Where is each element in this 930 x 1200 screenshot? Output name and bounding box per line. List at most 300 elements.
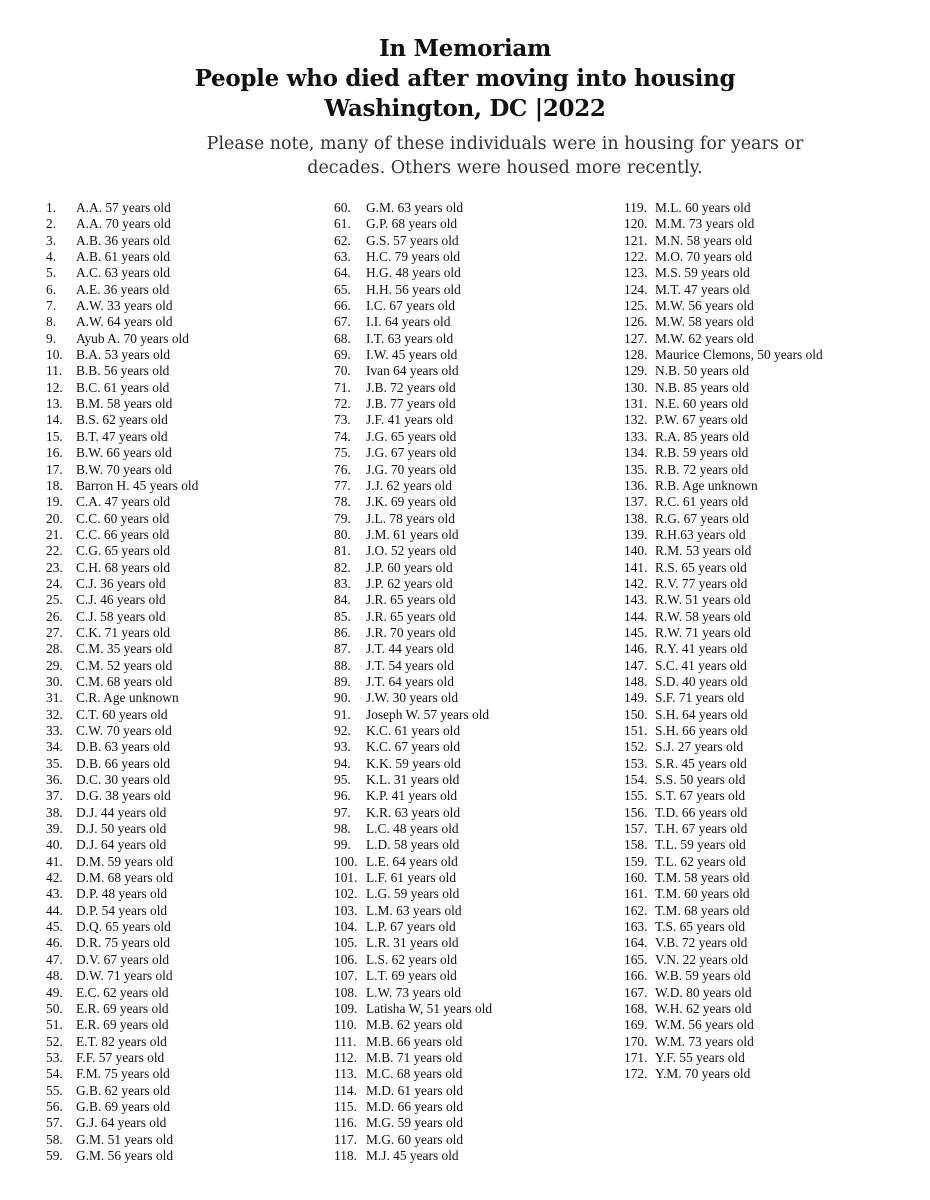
list-item-text: B.A. 53 years old bbox=[76, 347, 171, 363]
list-item bbox=[624, 462, 823, 478]
list-item-text: D.V. 67 years old bbox=[76, 951, 170, 967]
list-item-text: S.J. 27 years old bbox=[655, 739, 744, 755]
list-item-text: N.B. 85 years old bbox=[655, 379, 750, 395]
list-item-text: N.B. 50 years old bbox=[655, 363, 750, 379]
list-item-number: 169. bbox=[624, 1017, 648, 1033]
list-item bbox=[46, 690, 198, 706]
list-item-text: Y.M. 70 years old bbox=[655, 1066, 751, 1082]
list-item bbox=[334, 1034, 492, 1050]
list-item bbox=[46, 592, 198, 608]
list-item-number: 34. bbox=[46, 739, 63, 755]
list-item-number: 158. bbox=[624, 837, 648, 853]
list-item-number: 93. bbox=[334, 739, 351, 755]
list-item-text: Joseph W. 57 years old bbox=[366, 706, 490, 722]
list-item-number: 35. bbox=[46, 755, 63, 771]
list-item-number: 84. bbox=[334, 592, 351, 608]
list-item-text: R.C. 61 years old bbox=[655, 494, 749, 510]
list-item-text: C.M. 35 years old bbox=[76, 641, 173, 657]
list-item-number: 140. bbox=[624, 543, 648, 559]
list-item-number: 108. bbox=[334, 984, 358, 1000]
list-item-text: C.H. 68 years old bbox=[76, 559, 171, 575]
list-item-text: J.B. 77 years old bbox=[366, 396, 456, 412]
list-item bbox=[624, 707, 823, 723]
list-item bbox=[46, 1132, 198, 1148]
list-item-text: G.S. 57 years old bbox=[366, 232, 459, 248]
list-item-number: 162. bbox=[624, 902, 648, 918]
note-text bbox=[0, 132, 930, 180]
list-item-number: 120. bbox=[624, 216, 648, 232]
list-item-text: D.P. 48 years old bbox=[76, 886, 168, 902]
list-item-number: 123. bbox=[624, 265, 648, 281]
list-item-text: A.B. 36 years old bbox=[76, 232, 171, 248]
list-item bbox=[624, 494, 823, 510]
list-item bbox=[334, 837, 492, 853]
list-item-text: M.M. 73 years old bbox=[655, 216, 755, 232]
list-item-text: L.M. 63 years old bbox=[366, 902, 462, 918]
list-item-number: 72. bbox=[334, 396, 351, 412]
list-item bbox=[334, 576, 492, 592]
list-item bbox=[334, 985, 492, 1001]
list-item-number: 37. bbox=[46, 788, 63, 804]
list-item bbox=[334, 1148, 492, 1164]
list-item-number: 54. bbox=[46, 1066, 63, 1082]
list-item bbox=[46, 854, 198, 870]
list-item bbox=[624, 331, 823, 347]
list-item bbox=[46, 1099, 198, 1115]
list-item bbox=[334, 331, 492, 347]
list-item-text: R.B. Age unknown bbox=[655, 477, 758, 493]
list-item bbox=[624, 363, 823, 379]
list-item-text: K.K. 59 years old bbox=[366, 755, 461, 771]
list-item-text: J.T. 54 years old bbox=[366, 657, 454, 673]
list-item-text: L.G. 59 years old bbox=[366, 886, 460, 902]
list-item bbox=[334, 592, 492, 608]
list-item-number: 116. bbox=[334, 1115, 357, 1131]
list-item-number: 14. bbox=[46, 412, 63, 428]
list-item-number: 52. bbox=[46, 1033, 63, 1049]
list-item-number: 81. bbox=[334, 543, 351, 559]
list-item-number: 168. bbox=[624, 1000, 648, 1016]
list-item-number: 65. bbox=[334, 281, 351, 297]
list-item-number: 128. bbox=[624, 347, 648, 363]
list-item-text: A.W. 33 years old bbox=[76, 298, 173, 314]
list-item-number: 60. bbox=[334, 200, 351, 215]
list-item-text: L.S. 62 years old bbox=[366, 951, 458, 967]
list-item-number: 164. bbox=[624, 935, 648, 951]
list-item bbox=[624, 609, 823, 625]
list-item-text: G.M. 63 years old bbox=[366, 200, 464, 215]
list-item bbox=[46, 429, 198, 445]
list-item-number: 165. bbox=[624, 951, 648, 967]
list-item-text: D.J. 44 years old bbox=[76, 804, 167, 820]
list-item-text: B.M. 58 years old bbox=[76, 396, 173, 412]
list-item-number: 145. bbox=[624, 624, 648, 640]
list-item bbox=[46, 821, 198, 837]
list-item-number: 24. bbox=[46, 575, 63, 591]
list-item-text: M.G. 59 years old bbox=[366, 1115, 464, 1131]
list-item-number: 170. bbox=[624, 1033, 648, 1049]
list-item bbox=[624, 347, 823, 363]
list-item bbox=[624, 200, 823, 216]
list-item-number: 56. bbox=[46, 1098, 63, 1114]
list-item-number: 137. bbox=[624, 494, 648, 510]
list-item-text: M.B. 66 years old bbox=[366, 1033, 463, 1049]
list-item-number: 94. bbox=[334, 755, 351, 771]
list-item-text: J.R. 65 years old bbox=[366, 608, 456, 624]
list-item bbox=[624, 282, 823, 298]
list-item-text: D.J. 64 years old bbox=[76, 837, 167, 853]
list-item bbox=[624, 985, 823, 1001]
list-item-text: J.L. 78 years old bbox=[366, 510, 455, 526]
list-item-number: 78. bbox=[334, 494, 351, 510]
list-item-text: C.A. 47 years old bbox=[76, 494, 171, 510]
list-item-text: Maurice Clemons, 50 years old bbox=[655, 347, 823, 363]
list-item bbox=[334, 854, 492, 870]
list-item-number: 132. bbox=[624, 412, 648, 428]
list-item bbox=[46, 1050, 198, 1066]
list-item-number: 111. bbox=[334, 1033, 357, 1049]
list-item-text: W.M. 56 years old bbox=[655, 1017, 754, 1033]
list-item bbox=[46, 216, 198, 232]
list-item bbox=[334, 968, 492, 984]
list-item-text: R.V. 77 years old bbox=[655, 575, 748, 591]
list-item-number: 39. bbox=[46, 821, 63, 837]
list-item-number: 57. bbox=[46, 1115, 63, 1131]
list-item-text: C.R. Age unknown bbox=[76, 690, 179, 706]
list-item-number: 12. bbox=[46, 379, 63, 395]
list-item bbox=[334, 707, 492, 723]
list-item bbox=[46, 903, 198, 919]
list-item-number: 73. bbox=[334, 412, 351, 428]
list-item-number: 26. bbox=[46, 608, 63, 624]
list-item-text: W.M. 73 years old bbox=[655, 1033, 754, 1049]
list-item bbox=[624, 560, 823, 576]
list-item bbox=[624, 216, 823, 232]
list-item-text: J.G. 65 years old bbox=[366, 428, 457, 444]
list-item-text: S.H. 64 years old bbox=[655, 706, 748, 722]
list-item-number: 22. bbox=[46, 543, 63, 559]
list-item-number: 69. bbox=[334, 347, 351, 363]
list-item-number: 146. bbox=[624, 641, 648, 657]
list-item bbox=[46, 1017, 198, 1033]
list-item bbox=[334, 445, 492, 461]
list-item bbox=[334, 772, 492, 788]
list-item-text: D.W. 71 years old bbox=[76, 968, 173, 984]
list-item bbox=[334, 952, 492, 968]
list-item bbox=[334, 396, 492, 412]
list-item-number: 45. bbox=[46, 919, 63, 935]
list-item bbox=[334, 1001, 492, 1017]
list-item-number: 68. bbox=[334, 330, 351, 346]
list-item bbox=[624, 870, 823, 886]
list-item-number: 101. bbox=[334, 870, 358, 886]
list-item-text: J.K. 69 years old bbox=[366, 494, 457, 510]
list-item-text: Y.F. 55 years old bbox=[655, 1049, 745, 1065]
list-item-number: 31. bbox=[46, 690, 63, 706]
list-item-number: 15. bbox=[46, 428, 63, 444]
list-item-text: B.T. 47 years old bbox=[76, 428, 168, 444]
list-item-text: J.P. 60 years old bbox=[366, 559, 453, 575]
list-item bbox=[334, 641, 492, 657]
list-item bbox=[46, 314, 198, 330]
list-item-number: 70. bbox=[334, 363, 351, 379]
list-item-text: C.C. 60 years old bbox=[76, 510, 170, 526]
list-item bbox=[46, 919, 198, 935]
list-item-text: K.R. 63 years old bbox=[366, 804, 461, 820]
list-item bbox=[46, 576, 198, 592]
list-item-number: 115. bbox=[334, 1098, 357, 1114]
list-item-text: R.W. 51 years old bbox=[655, 592, 751, 608]
list-item-text: B.S. 62 years old bbox=[76, 412, 168, 428]
list-item bbox=[334, 543, 492, 559]
list-item-text: C.M. 68 years old bbox=[76, 673, 173, 689]
list-item-text: C.T. 60 years old bbox=[76, 706, 168, 722]
list-item-number: 61. bbox=[334, 216, 351, 232]
list-item-text: M.C. 68 years old bbox=[366, 1066, 463, 1082]
list-item-number: 159. bbox=[624, 853, 648, 869]
list-item-text: K.C. 61 years old bbox=[366, 723, 461, 738]
list-item-text: W.B. 59 years old bbox=[655, 968, 751, 984]
list-item bbox=[46, 1148, 198, 1164]
list-item-text: J.O. 52 years old bbox=[366, 543, 457, 559]
list-item-text: M.T. 47 years old bbox=[655, 281, 750, 297]
list-item-text: V.N. 22 years old bbox=[655, 951, 749, 967]
list-item-text: L.C. 48 years old bbox=[366, 821, 459, 837]
list-item-text: M.G. 60 years old bbox=[366, 1131, 464, 1147]
list-item-number: 36. bbox=[46, 772, 63, 788]
list-item-number: 97. bbox=[334, 804, 351, 820]
list-item-text: J.F. 41 years old bbox=[366, 412, 454, 428]
list-item-number: 109. bbox=[334, 1000, 358, 1016]
list-item-text: L.W. 73 years old bbox=[366, 984, 462, 1000]
list-item-text: B.W. 70 years old bbox=[76, 461, 172, 477]
list-item bbox=[334, 919, 492, 935]
list-item-number: 151. bbox=[624, 723, 648, 738]
list-item-text: M.J. 45 years old bbox=[366, 1147, 459, 1163]
list-item bbox=[334, 347, 492, 363]
list-item-number: 66. bbox=[334, 298, 351, 314]
list-item-text: C.J. 58 years old bbox=[76, 608, 166, 624]
list-item bbox=[46, 805, 198, 821]
list-item-number: 3. bbox=[46, 232, 57, 248]
list-item-number: 41. bbox=[46, 853, 63, 869]
list-item bbox=[46, 837, 198, 853]
list-item-text: J.B. 72 years old bbox=[366, 379, 456, 395]
list-item bbox=[334, 1066, 492, 1082]
list-item-number: 92. bbox=[334, 723, 351, 738]
title-block bbox=[0, 34, 930, 124]
list-item-number: 58. bbox=[46, 1131, 63, 1147]
list-item-text: L.D. 58 years old bbox=[366, 837, 460, 853]
list-item-number: 29. bbox=[46, 657, 63, 673]
list-item-number: 103. bbox=[334, 902, 358, 918]
list-item bbox=[334, 1017, 492, 1033]
list-item bbox=[624, 821, 823, 837]
list-item-text: I.W. 45 years old bbox=[366, 347, 458, 363]
list-item-number: 99. bbox=[334, 837, 351, 853]
list-item bbox=[46, 560, 198, 576]
list-item-number: 172. bbox=[624, 1066, 648, 1082]
list-item bbox=[334, 314, 492, 330]
list-item-number: 53. bbox=[46, 1049, 63, 1065]
list-item-text: J.M. 61 years old bbox=[366, 526, 459, 542]
list-item-number: 171. bbox=[624, 1049, 648, 1065]
list-item-number: 142. bbox=[624, 575, 648, 591]
list-item bbox=[334, 723, 492, 739]
list-item-text: M.L. 60 years old bbox=[655, 200, 751, 215]
list-item-text: I.I. 64 years old bbox=[366, 314, 451, 330]
list-item-number: 141. bbox=[624, 559, 648, 575]
list-item bbox=[334, 429, 492, 445]
list-item bbox=[624, 511, 823, 527]
list-item-number: 82. bbox=[334, 559, 351, 575]
list-item bbox=[46, 347, 198, 363]
list-item bbox=[46, 478, 198, 494]
list-item-text: D.M. 68 years old bbox=[76, 870, 174, 886]
list-item-number: 25. bbox=[46, 592, 63, 608]
list-item-text: M.B. 62 years old bbox=[366, 1017, 463, 1033]
list-item bbox=[334, 511, 492, 527]
list-item-number: 42. bbox=[46, 870, 63, 886]
list-item-number: 106. bbox=[334, 951, 358, 967]
list-item bbox=[624, 723, 823, 739]
list-item-number: 126. bbox=[624, 314, 648, 330]
list-item bbox=[334, 527, 492, 543]
list-item bbox=[624, 903, 823, 919]
list-item bbox=[46, 249, 198, 265]
list-item-number: 95. bbox=[334, 772, 351, 788]
list-item bbox=[334, 233, 492, 249]
list-item-text: J.G. 70 years old bbox=[366, 461, 457, 477]
list-item-text: C.K. 71 years old bbox=[76, 624, 171, 640]
list-item-text: J.R. 70 years old bbox=[366, 624, 456, 640]
list-item bbox=[624, 674, 823, 690]
list-item bbox=[46, 609, 198, 625]
list-item bbox=[624, 429, 823, 445]
list-item-number: 87. bbox=[334, 641, 351, 657]
list-item bbox=[46, 788, 198, 804]
list-item-number: 131. bbox=[624, 396, 648, 412]
list-item-number: 113. bbox=[334, 1066, 357, 1082]
list-item bbox=[334, 494, 492, 510]
list-item bbox=[46, 707, 198, 723]
list-item bbox=[46, 200, 198, 216]
list-item bbox=[334, 870, 492, 886]
page-title: In Memoriam bbox=[378, 35, 552, 62]
list-item-text: T.L. 62 years old bbox=[655, 853, 746, 869]
list-item bbox=[334, 1050, 492, 1066]
list-item bbox=[334, 739, 492, 755]
list-item-number: 13. bbox=[46, 396, 63, 412]
list-item-text: H.H. 56 years old bbox=[366, 281, 461, 297]
list-item bbox=[46, 658, 198, 674]
list-item bbox=[624, 527, 823, 543]
list-item-number: 143. bbox=[624, 592, 648, 608]
list-item bbox=[624, 445, 823, 461]
list-item bbox=[624, 380, 823, 396]
list-item-number: 10. bbox=[46, 347, 63, 363]
page-location-year: Washington, DC |2022 bbox=[324, 95, 606, 122]
list-item-number: 59. bbox=[46, 1147, 63, 1163]
list-item-number: 129. bbox=[624, 363, 648, 379]
list-item-number: 154. bbox=[624, 772, 648, 788]
list-item bbox=[46, 233, 198, 249]
list-item bbox=[46, 380, 198, 396]
list-item-number: 38. bbox=[46, 804, 63, 820]
list-item-number: 105. bbox=[334, 935, 358, 951]
list-item-number: 85. bbox=[334, 608, 351, 624]
list-item-number: 63. bbox=[334, 249, 351, 265]
list-item-number: 79. bbox=[334, 510, 351, 526]
list-item-number: 160. bbox=[624, 870, 648, 886]
list-item-text: E.T. 82 years old bbox=[76, 1033, 167, 1049]
list-item-number: 134. bbox=[624, 445, 648, 461]
list-item bbox=[624, 756, 823, 772]
list-item-text: H.C. 79 years old bbox=[366, 249, 461, 265]
list-item-text: G.J. 64 years old bbox=[76, 1115, 167, 1131]
list-item bbox=[624, 1034, 823, 1050]
list-item-number: 118. bbox=[334, 1147, 357, 1163]
list-item-number: 135. bbox=[624, 461, 648, 477]
list-item-text: R.B. 59 years old bbox=[655, 445, 749, 461]
list-item-text: D.M. 59 years old bbox=[76, 853, 174, 869]
names-column-1 bbox=[46, 200, 198, 1164]
list-item-text: M.W. 56 years old bbox=[655, 298, 754, 314]
list-item-text: J.W. 30 years old bbox=[366, 690, 459, 706]
list-item-number: 44. bbox=[46, 902, 63, 918]
list-item-text: A.B. 61 years old bbox=[76, 249, 171, 265]
list-item bbox=[46, 543, 198, 559]
list-item-number: 47. bbox=[46, 951, 63, 967]
list-item-text: A.W. 64 years old bbox=[76, 314, 173, 330]
list-item-text: Latisha W, 51 years old bbox=[366, 1000, 493, 1016]
list-item bbox=[334, 560, 492, 576]
list-item-number: 156. bbox=[624, 804, 648, 820]
list-item bbox=[46, 527, 198, 543]
list-item bbox=[46, 331, 198, 347]
list-item bbox=[624, 1017, 823, 1033]
list-item bbox=[46, 674, 198, 690]
list-item bbox=[624, 968, 823, 984]
list-item-number: 138. bbox=[624, 510, 648, 526]
list-item bbox=[624, 396, 823, 412]
list-item-text: S.D. 40 years old bbox=[655, 673, 748, 689]
list-item-text: R.W. 58 years old bbox=[655, 608, 751, 624]
list-item bbox=[46, 723, 198, 739]
page-subtitle: People who died after moving into housing bbox=[194, 65, 736, 92]
list-item-number: 96. bbox=[334, 788, 351, 804]
list-item bbox=[624, 412, 823, 428]
list-item-number: 144. bbox=[624, 608, 648, 624]
list-item bbox=[334, 282, 492, 298]
list-item-number: 114. bbox=[334, 1082, 357, 1098]
list-item bbox=[334, 756, 492, 772]
list-item-number: 166. bbox=[624, 968, 648, 984]
list-item bbox=[334, 674, 492, 690]
list-item-number: 20. bbox=[46, 510, 63, 526]
list-item-number: 124. bbox=[624, 281, 648, 297]
list-item-text: M.D. 61 years old bbox=[366, 1082, 464, 1098]
list-item-text: L.E. 64 years old bbox=[366, 853, 458, 869]
list-item bbox=[334, 1132, 492, 1148]
list-item-text: C.C. 66 years old bbox=[76, 526, 170, 542]
list-item-text: L.T. 69 years old bbox=[366, 968, 457, 984]
list-item-text: A.E. 36 years old bbox=[76, 281, 170, 297]
list-item-text: J.G. 67 years old bbox=[366, 445, 457, 461]
list-item-number: 50. bbox=[46, 1000, 63, 1016]
list-item-text: D.J. 50 years old bbox=[76, 821, 167, 837]
list-item-text: C.G. 65 years old bbox=[76, 543, 171, 559]
